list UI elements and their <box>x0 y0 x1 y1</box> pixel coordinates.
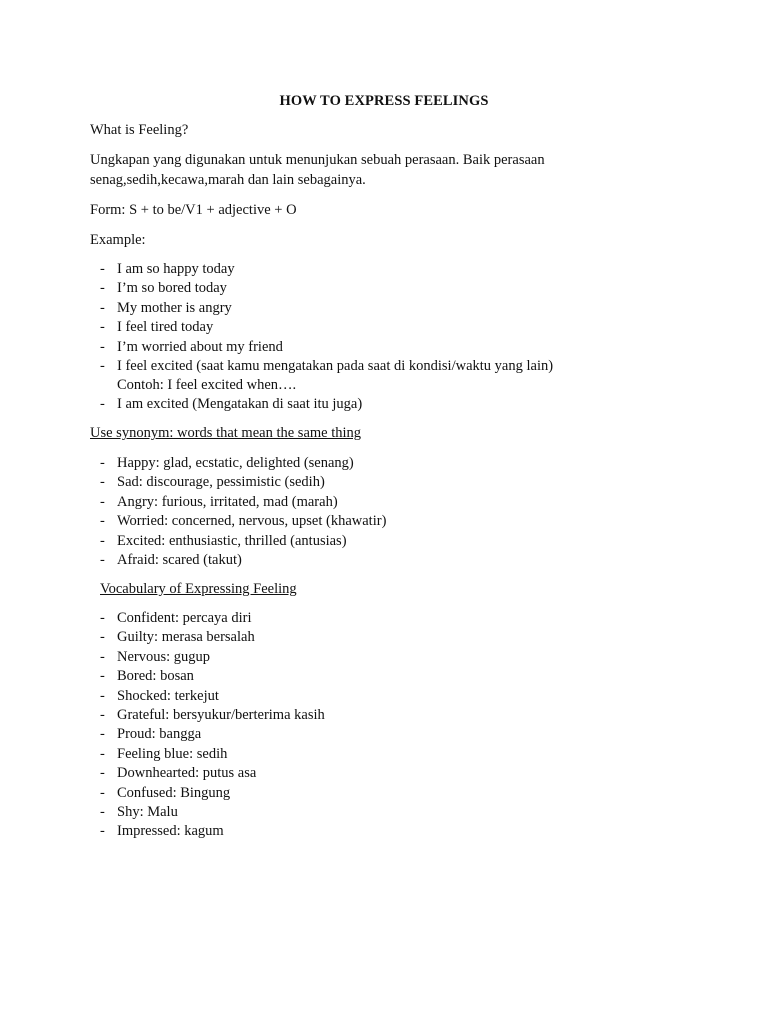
example-text: I’m worried about my friend <box>117 338 283 355</box>
synonym-text: Excited: enthusiastic, thrilled (antusias) <box>117 532 347 549</box>
bullet-dash: - <box>100 823 105 840</box>
bullet-dash: - <box>100 648 105 665</box>
vocabulary-text: Feeling blue: sedih <box>117 745 228 762</box>
example-text: I am excited (Mengatakan di saat itu juga) <box>117 396 363 412</box>
bullet-dash: - <box>100 629 105 646</box>
bullet-dash: - <box>100 357 105 374</box>
vocabulary-text: Nervous: gugup <box>117 648 211 665</box>
bullet-dash: - <box>100 551 105 568</box>
example-text: My mother is angry <box>117 299 232 316</box>
bullet-dash: - <box>100 610 105 626</box>
bullet-dash: - <box>100 299 105 316</box>
vocabulary-heading: Vocabulary of Expressing Feeling <box>100 581 297 597</box>
bullet-dash: - <box>100 706 105 723</box>
vocabulary-text: Grateful: bersyukur/berterima kasih <box>117 706 325 723</box>
synonym-text: Angry: furious, irritated, mad (marah) <box>117 493 338 510</box>
example-text: I feel excited (saat kamu mengatakan pada saat di kondisi/waktu yang lain) <box>117 357 554 374</box>
vocabulary-text: Guilty: merasa bersalah <box>117 629 255 646</box>
vocabulary-text: Proud: bangga <box>117 726 202 743</box>
bullet-dash: - <box>100 784 105 801</box>
example-note: Contoh: I feel excited when…. <box>117 377 297 393</box>
bullet-dash: - <box>100 455 105 471</box>
bullet-dash: - <box>100 474 105 491</box>
vocabulary-text: Bored: bosan <box>117 668 194 685</box>
example-text: I feel tired today <box>117 319 214 336</box>
bullet-dash: - <box>100 803 105 820</box>
vocabulary-text: Confident: percaya diri <box>117 610 252 626</box>
bullet-dash: - <box>100 261 105 277</box>
example-heading: Example: <box>90 232 146 248</box>
bullet-dash: - <box>100 280 105 297</box>
vocabulary-text: Downhearted: putus asa <box>117 765 257 782</box>
bullet-dash: - <box>100 319 105 336</box>
synonym-heading: Use synonym: words that mean the same thing <box>90 425 362 441</box>
synonym-text: Sad: discourage, pessimistic (sedih) <box>117 474 325 491</box>
example-text: I am so happy today <box>117 261 235 277</box>
bullet-dash: - <box>100 493 105 510</box>
vocabulary-text: Impressed: kagum <box>117 823 224 840</box>
bullet-dash: - <box>100 726 105 743</box>
example-text: I’m so bored today <box>117 280 227 297</box>
bullet-dash: - <box>100 532 105 549</box>
vocabulary-text: Shy: Malu <box>117 803 178 820</box>
bullet-dash: - <box>100 745 105 762</box>
vocabulary-text: Confused: Bingung <box>117 784 231 801</box>
bullet-dash: - <box>100 687 105 704</box>
bullet-dash: - <box>100 338 105 355</box>
document-title: HOW TO EXPRESS FEELINGS <box>279 93 489 109</box>
synonym-text: Happy: glad, ecstatic, delighted (senang) <box>117 455 354 471</box>
synonym-text: Worried: concerned, nervous, upset (khawatir) <box>117 513 387 530</box>
bullet-dash: - <box>100 513 105 530</box>
bullet-dash: - <box>100 396 105 412</box>
vocabulary-text: Shocked: terkejut <box>117 687 219 704</box>
definition-line-1: Ungkapan yang digunakan untuk menunjukan sebuah perasaan. Baik perasaan <box>90 152 545 168</box>
bullet-dash: - <box>100 765 105 782</box>
synonym-text: Afraid: scared (takut) <box>117 551 242 568</box>
question-heading: What is Feeling? <box>90 122 189 138</box>
definition-line-2: senag,sedih,kecawa,marah dan lain sebagainya. <box>90 172 366 188</box>
form-formula: Form: S + to be/V1 + adjective + O <box>90 202 297 218</box>
bullet-dash: - <box>100 668 105 685</box>
